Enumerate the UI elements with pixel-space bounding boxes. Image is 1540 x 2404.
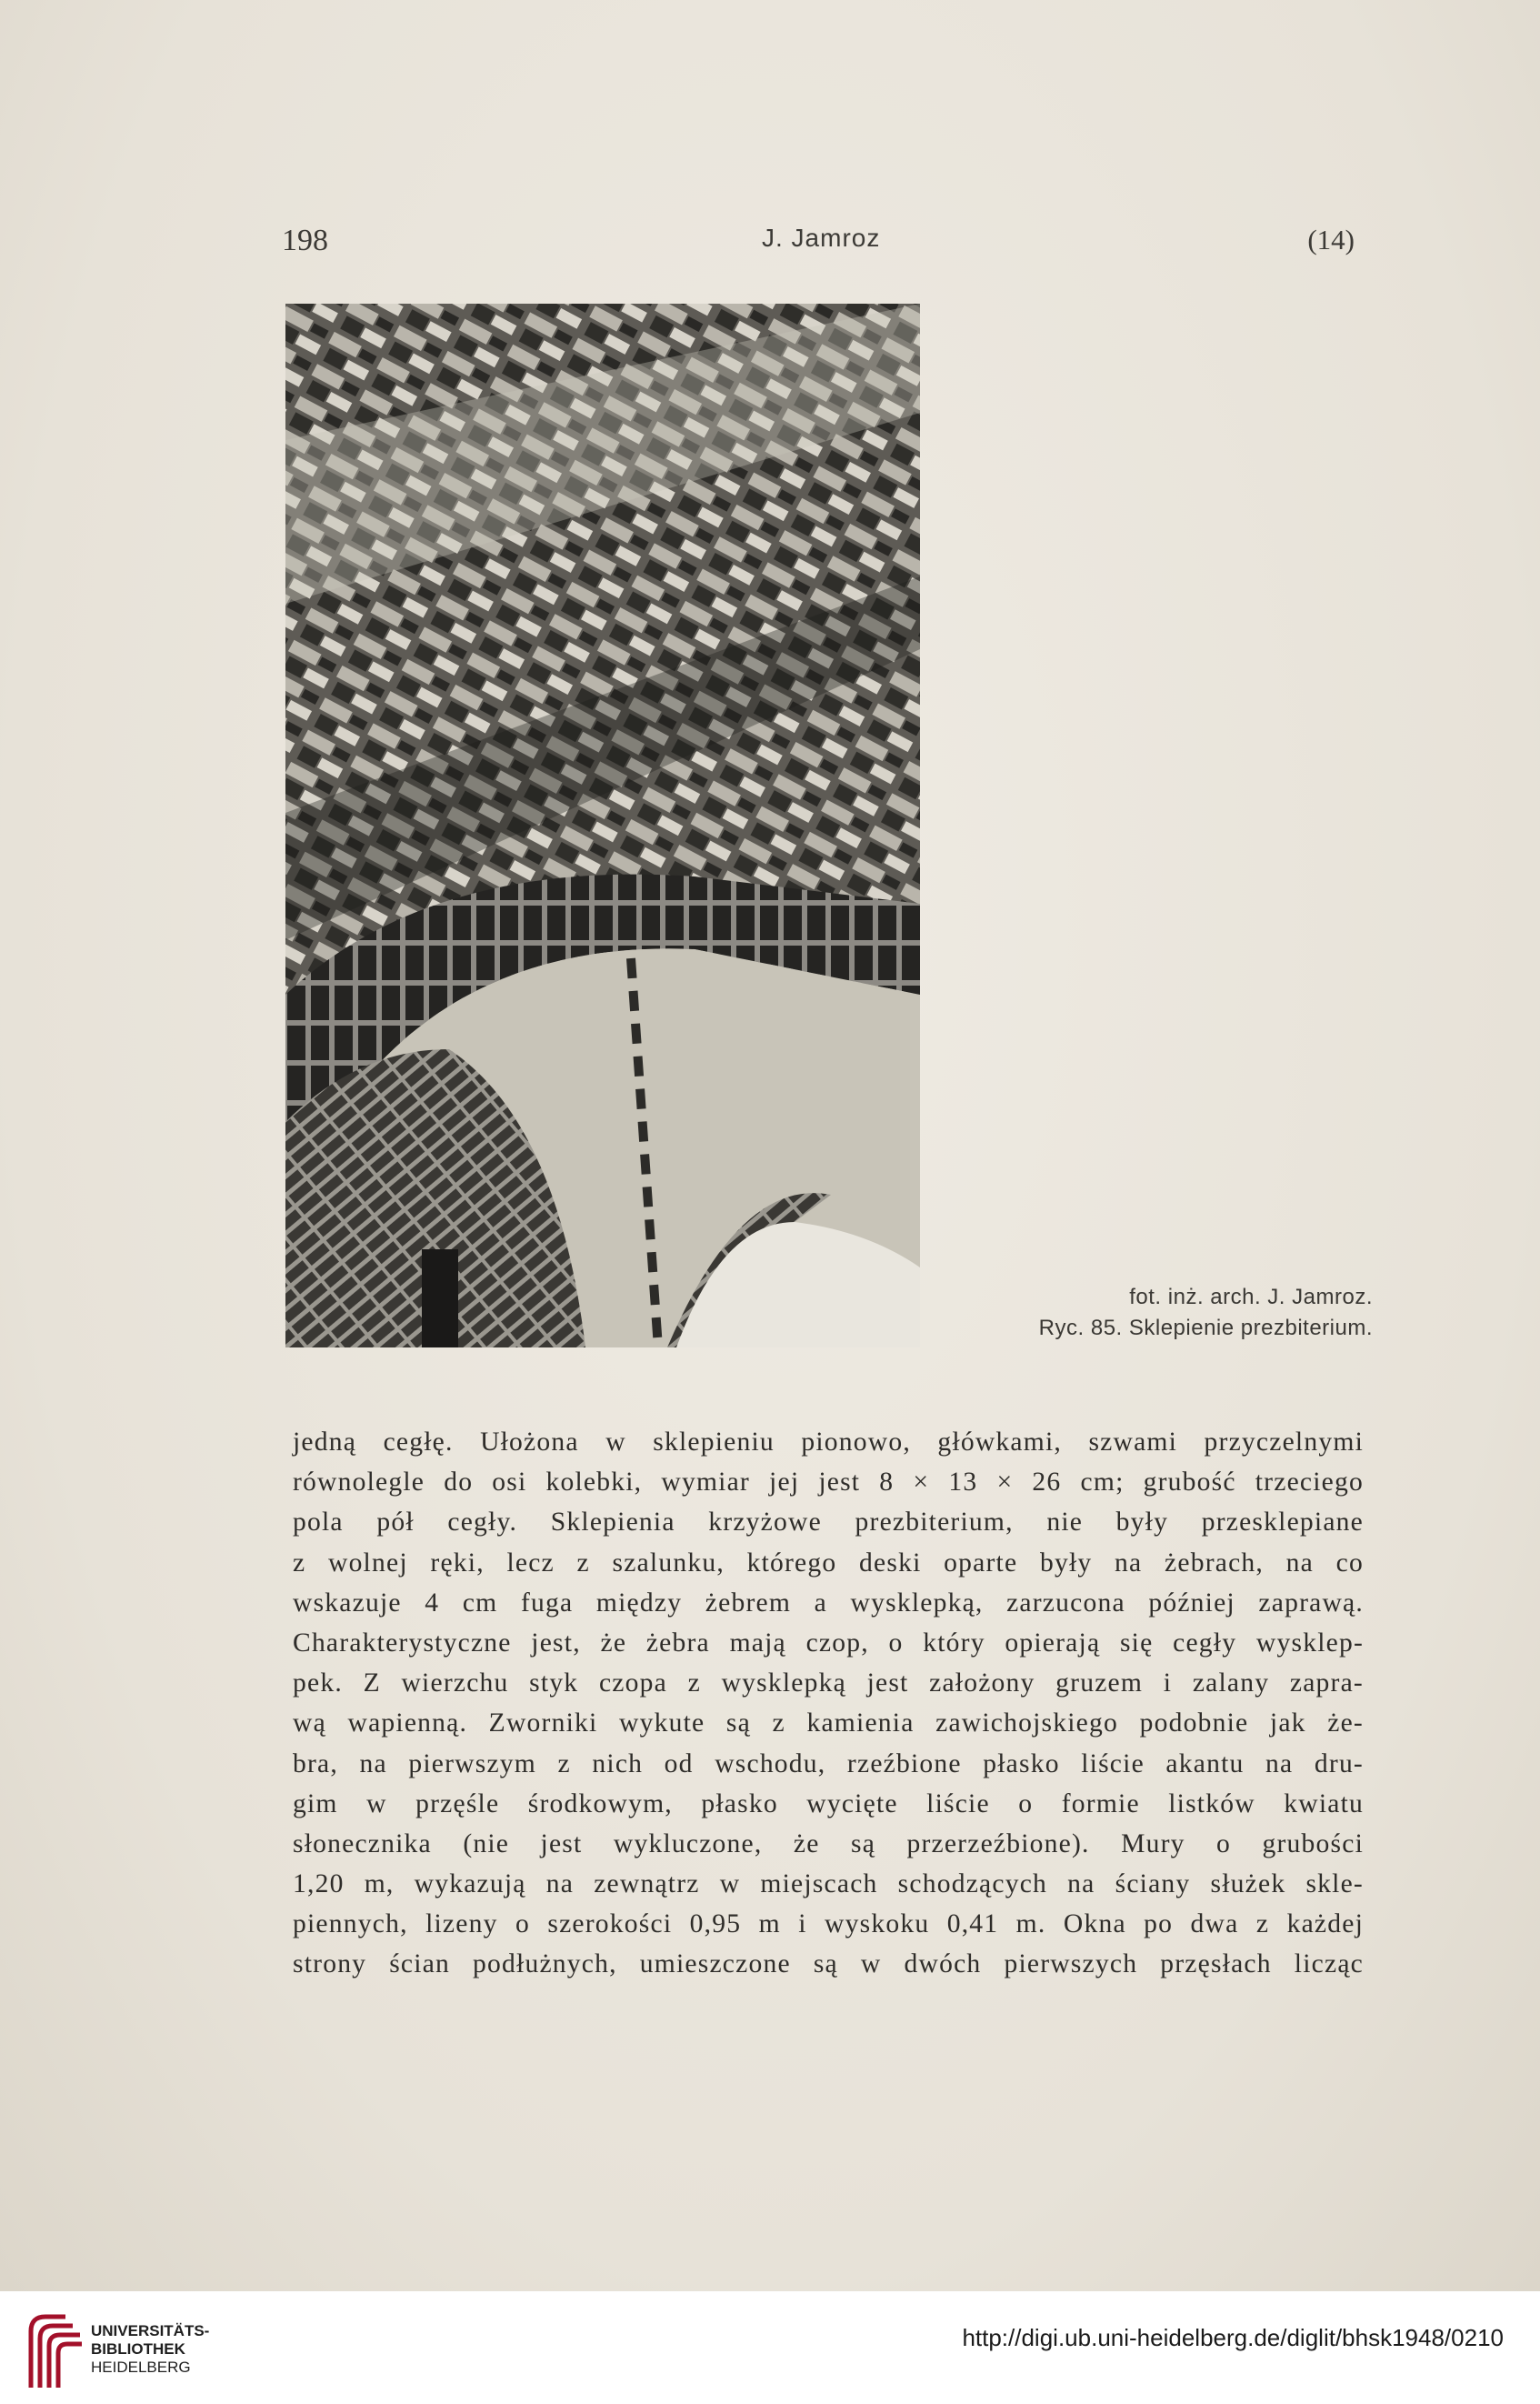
text-line: pek. Z wierzchu styk czopa z wysklepką jest założony gruzem i zalany zapra- (293, 1668, 1364, 1698)
library-name-line: UNIVERSITÄTS- (91, 2322, 210, 2339)
text-line: pola pół cegły. Sklepienia krzyżowe prezbiterium, nie były przesklepiane (293, 1508, 1364, 1538)
library-logo-icon (25, 2311, 85, 2389)
text-line: 1,20 m, wykazują na zewnątrz w miejscach schodzących na ściany służek skle- (293, 1869, 1364, 1899)
library-name-line: HEIDELBERG (91, 2359, 191, 2376)
text-line: wskazuje 4 cm fuga między żebrem a wysklepką, zarzucona później zaprawą. (293, 1588, 1364, 1618)
library-name (91, 2322, 273, 2377)
library-name-line: BIBLIOTHEK (91, 2340, 185, 2358)
footer-bar (0, 2291, 1540, 2404)
text-line: wą wapienną. Zworniki wykute są z kamienia zawichojskiego podobnie jak że- (293, 1708, 1364, 1738)
caption-text: Ryc. 85. Sklepienie prezbiterium. (1038, 1316, 1373, 1340)
photo-credit: fot. inż. arch. J. Jamroz. (1129, 1285, 1373, 1309)
running-head (282, 218, 1355, 264)
text-line: bra, na pierwszym z nich od wschodu, rzeźbione płasko liście akantu na dru- (293, 1748, 1364, 1778)
permalink-url[interactable]: http://digi.ub.uni-heidelberg.de/diglit/bhsk1948/0210 (962, 2324, 1504, 2351)
text-line: jedną cegłę. Ułożona w sklepieniu pionowo, główkami, szwami przyczelnymi (293, 1427, 1364, 1457)
text-line: gim w przęśle środkowym, płasko wycięte liście o formie listków kwiatu (293, 1788, 1364, 1818)
body-text (293, 1422, 1364, 1985)
text-line: równolegle do osi kolebki, wymiar jej jest 8 × 13 × 26 cm; grubość trzeciego (293, 1467, 1364, 1497)
running-head-author: J. Jamroz (762, 224, 881, 252)
text-line: słonecznika (nie jest wykluczone, że są przerzeźbione). Mury o grubości (293, 1828, 1364, 1858)
text-line: piennych, lizeny o szerokości 0,95 m i wyskoku 0,41 m. Okna po dwa z każdej (293, 1909, 1364, 1939)
text-line: z wolnej ręki, lecz z szalunku, którego deski oparte były na żebrach, na co (293, 1548, 1364, 1578)
page-number: 198 (282, 224, 328, 257)
figure-caption (945, 1282, 1373, 1344)
text-line: Charakterystyczne jest, że żebra mają czop, o który opierają się cegły wysklep- (293, 1628, 1364, 1658)
vault-photograph (285, 304, 920, 1347)
text-line: strony ścian podłużnych, umieszczone są w dwóch pierwszych przęsłach licząc (293, 1949, 1364, 1979)
section-number: (14) (1307, 224, 1355, 255)
